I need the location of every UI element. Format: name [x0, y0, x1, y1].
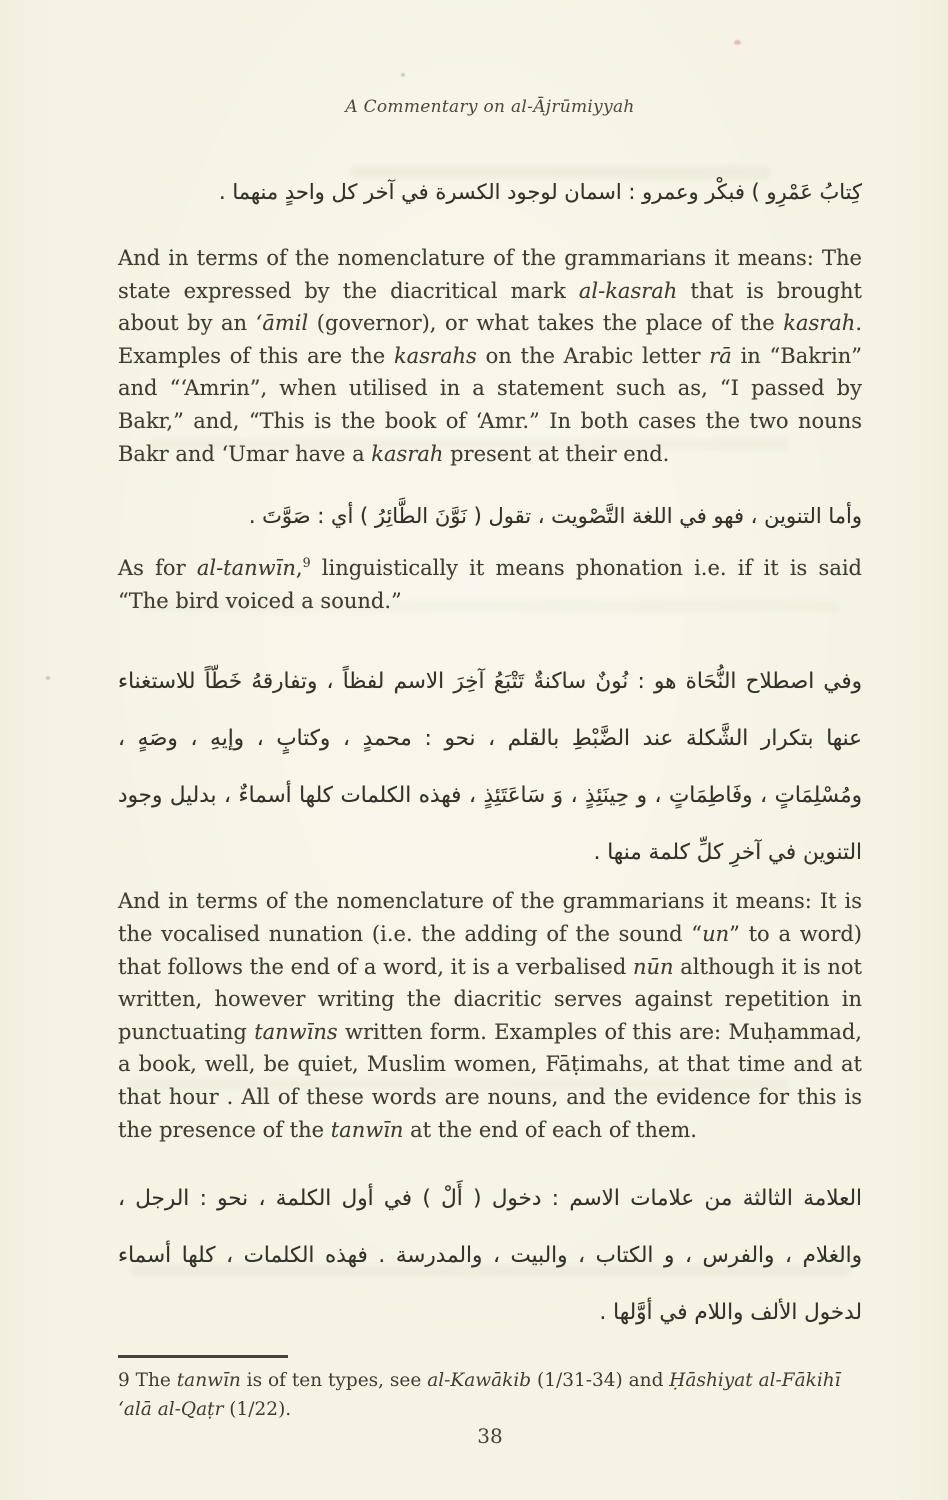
arabic-paragraph-tanwin-terminology: وفي اصطلاح النُّحَاة هو : نُونٌ ساكنةٌ تَتْبَعُ آخِرَ الاسم لفظاً ، وتفارقهُ خَطّاً للاستغناء عنها بتكرار الشَّكلة عند الضَّبْطِ بالقلم ، نحو : محمدٍ ، وكتابٍ ، وإيهِ ، وصَهٍ ، ومُسْلِمَاتٍ ، وفَاطِمَاتٍ ، و حِينَئِذٍ ، وَ سَاعَتَئِذٍ ، فهذه الكلمات كلها أسماءٌ ، بدليل وجود التنوين في آخرِ كلِّ كلمة منها .	[118, 669, 862, 866]
english-paragraph-tanwin-terminology: And in terms of the nomenclature of the grammarians it means: It is the vocalised nunation (i.e. the adding of the sound “un” to a word) that follows the end of a word, it is a verbalised nūn although it is not written, however writing the diacritic serves against repetition in punctuating tanwīns written form. Examples of this are: Muḥammad, a book, well, be quiet, Muslim women, Fāṭimahs, at that time and at that hour . All of these words are nouns, and the evidence for this is the presence of the tanwīn at the end of each of them.	[118, 889, 863, 1142]
page-number: 38	[477, 1424, 503, 1448]
english-paragraph-kasrah: And in terms of the nomenclature of the grammarians it means: The state expressed by the diacritical mark al-kasrah that is brought about by an ‘āmil (governor), or what takes the place of the kasrah. Examples of this are the kasrahs on the Arabic letter rā in “Bakrin” and “‘Amrin”, when utilised in a statement such as, “I passed by Bakr,” and, “This is the book of ‘Amr.” In both cases the two nouns Bakr and ‘Umar have a kasrah present at their end.	[118, 246, 863, 466]
footnote-9: 9 The tanwīn is of ten types, see al-Kawākib (1/31-34) and Ḥāshiyat al-Fākihī ‘alā al-Qaṭr (1/22).	[118, 1370, 841, 1421]
arabic-paragraph-third-sign: العلامة الثالثة من علامات الاسم : دخول ( أَلْ ) في أول الكلمة ، نحو : الرجل ، والغلام ، والفرس ، و الكتاب ، والبيت ، والمدرسة . فهذه الكلمات ، كلها أسماء لدخول الألف واللام في أوَّلها .	[118, 1186, 862, 1326]
running-header: A Commentary on al-Ājrūmiyyah	[345, 97, 635, 117]
english-paragraph-tanwin-language: As for al-tanwīn,$^9$ linguistically it means phonation i.e. if it is said “The bird voiced a sound.”	[118, 555, 862, 613]
arabic-line-kitab-amr: كِتابُ عَمْرِو ) فبكْر وعمرو : اسمان لوجود الكسرة في آخر كل واحدٍ منهما .	[218, 180, 862, 204]
arabic-line-tanwin-language: وأما التنوين ، فهو في اللغة التَّصْويت ، تقول ( نَوَّنَ الطَّائِرُ ) أي : صَوَّتَ .	[248, 504, 862, 529]
footnote-divider	[118, 1355, 288, 1358]
